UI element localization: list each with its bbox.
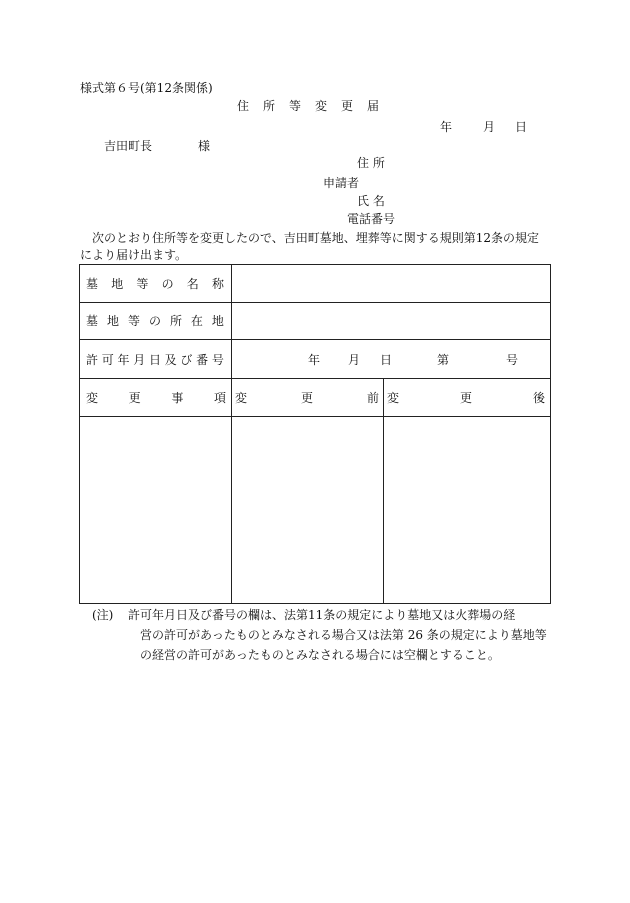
after-change-field[interactable] — [386, 419, 548, 601]
row-divider — [80, 302, 550, 303]
applicant-phone-label: 電話番号 — [347, 212, 396, 226]
date-day-label: 日 — [515, 120, 528, 134]
note-line: 営の許可があったものとみなされる場合又は法第 26 条の規定により墓地等 — [140, 628, 547, 642]
applicant-name-label: 氏 名 — [357, 194, 385, 208]
note-line: 許可年月日及び番号の欄は、法第11条の規定により墓地又は火葬場の経 — [128, 608, 516, 622]
form-table — [79, 264, 551, 604]
date-year-label: 年 — [440, 120, 453, 134]
cemetery-name-field[interactable] — [234, 269, 548, 299]
change-item-header: 変 更 事 項 — [86, 391, 226, 405]
permit-number-prefix: 第 — [437, 353, 450, 367]
after-change-header: 変 更 後 — [387, 391, 545, 405]
title-char: 届 — [366, 99, 379, 113]
title-char: 所 — [262, 99, 275, 113]
note — [92, 605, 552, 665]
form-title — [230, 99, 386, 113]
form-number: 様式第６号(第12条関係) — [80, 81, 213, 95]
change-item-field[interactable] — [82, 419, 228, 601]
permit-month-label: 月 — [348, 353, 361, 367]
before-change-header: 変 更 前 — [235, 391, 379, 405]
date-month-label: 月 — [483, 120, 496, 134]
permit-date-number-label: 許 可 年 月 日 及 び 番 号 — [86, 353, 224, 367]
title-char: 等 — [288, 99, 301, 113]
cemetery-location-field[interactable] — [234, 306, 548, 336]
addressee — [104, 139, 210, 153]
applicant-address-label: 住 所 — [357, 156, 385, 170]
column-divider — [231, 265, 232, 604]
column-divider — [383, 378, 384, 604]
row-divider — [80, 339, 550, 340]
before-change-field[interactable] — [234, 419, 380, 601]
permit-day-label: 日 — [380, 353, 393, 367]
cemetery-name-label: 墓 地 等 の 名 称 — [86, 277, 224, 291]
title-char: 変 — [314, 99, 327, 113]
title-char: 住 — [236, 99, 249, 113]
addressee-name: 吉田町長 — [104, 139, 153, 153]
cemetery-location-label: 墓 地 等 の 所 在 地 — [86, 314, 224, 328]
body-text: 次のとおり住所等を変更したので、吉田町墓地、埋葬等に関する規則第12条の規定により届け出ます。 — [80, 231, 540, 262]
applicant-role-label: 申請者 — [323, 176, 360, 190]
permit-year-label: 年 — [308, 353, 321, 367]
addressee-suffix: 様 — [198, 139, 211, 153]
note-line: の経営の許可があったものとみなされる場合には空欄とすること。 — [140, 648, 500, 662]
date-row — [440, 120, 527, 134]
title-char: 更 — [340, 99, 353, 113]
note-marker: (注) — [92, 608, 114, 622]
row-divider — [80, 416, 550, 417]
row-divider — [80, 378, 550, 379]
permit-number-suffix: 号 — [506, 353, 519, 367]
